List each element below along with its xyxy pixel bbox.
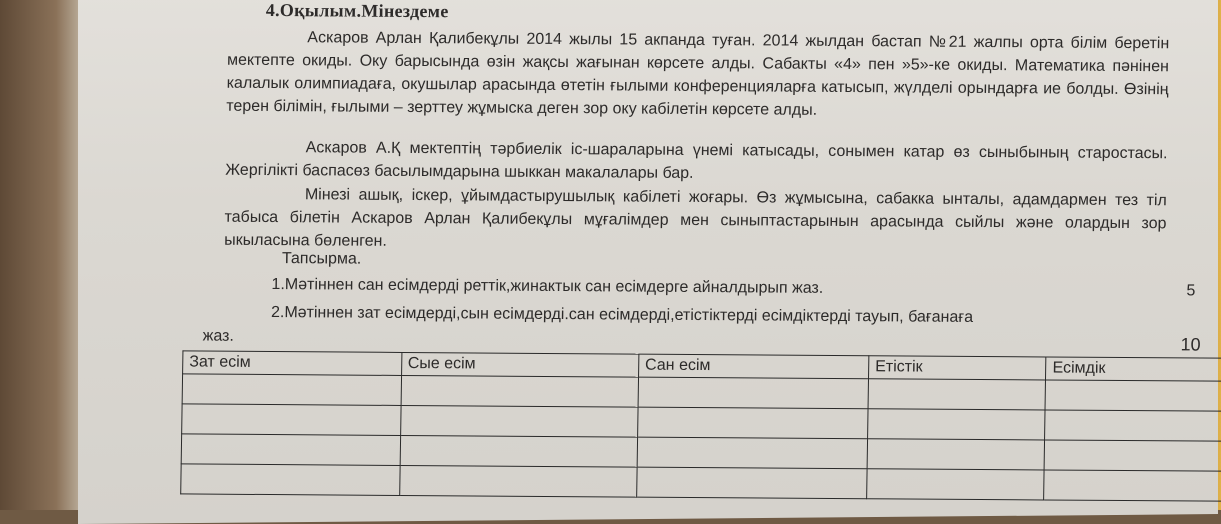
section-heading: 4.Оқылым.Мінездеме xyxy=(265,0,449,22)
table-cell xyxy=(1045,380,1221,411)
table-cell xyxy=(1044,470,1221,501)
task-item-1-text: 1.Мәтіннен сан есімдерді реттік,жинактык сан есімдерге айналдырып жаз. xyxy=(271,276,824,297)
column-header: Сан есім xyxy=(638,354,868,379)
table-cell xyxy=(1044,440,1221,471)
paragraph-3: Мінезі ашық, іскер, ұйымдастырушылық кабілеті жоғары. Өз жұмысына, сабакка ынталы, адамдармен тез тіл табыса білетін Аскаров Арлан Қалибекұлы мұғалімдер мен сыныптастарынын арасында сыйлы және олардын зор ыкыласына бөленген. xyxy=(224,186,1167,250)
table-cell xyxy=(182,404,401,436)
table-cell xyxy=(867,439,1045,470)
table-cell xyxy=(1045,410,1221,441)
table-cell xyxy=(400,435,638,467)
document xyxy=(189,0,1201,504)
column-header: Етістік xyxy=(868,356,1046,380)
table-cell xyxy=(401,375,639,407)
answer-table xyxy=(180,350,1221,501)
column-header: Есімдік xyxy=(1046,357,1221,381)
table-cell xyxy=(181,464,400,496)
paragraph-2: Аскаров А.Қ мектептің тәрбиелік іс-шараларына үнемі катысады, сонымен катар өз сыныбының старостасы. Жергілікті баспасөз басылымдарына шыккан макалалары бар. xyxy=(225,139,1168,182)
task-item-2 xyxy=(271,304,1165,328)
table-cell xyxy=(181,434,400,466)
desk-left xyxy=(0,0,80,510)
table-cell xyxy=(638,377,869,409)
task-item-1 xyxy=(271,276,1196,300)
paragraph-1: Аскаров Арлан Қалибекұлы 2014 жылы 15 акпанда туған. 2014 жылдан бастап №21 жалпы орта білім беретін мектепте окиды. Оку барысында өзін жақсы жағынан көрсете алды. Сабакты «4» пен »5»-ке окиды. Математика пәнінен калалык олимпиадаға, окушылар арасында өтетін ғылыми конференцияларға катысып, жүлделі орындарға ие болды. Өзінің терен білімін, ғылыми – зерттеу жұмыска деген зор оку кабілетін көрсете алды. xyxy=(226,29,1170,119)
table-cell xyxy=(400,405,638,437)
table-cell xyxy=(868,409,1046,440)
task-item-1-points: 5 xyxy=(1186,282,1196,300)
table-cell xyxy=(637,407,868,439)
paper-sheet xyxy=(78,0,1218,524)
task-item-2-continuation: жаз. xyxy=(202,327,235,345)
task-title: Тапсырма. xyxy=(281,250,362,268)
table-cell xyxy=(868,379,1046,410)
column-header: Сые есім xyxy=(401,352,639,377)
table-cell xyxy=(399,465,637,497)
table-cell xyxy=(182,374,401,406)
table-cell xyxy=(637,467,868,499)
table-row xyxy=(181,464,1221,501)
column-header: Зат есім xyxy=(183,351,402,376)
task-item-2-text: 2.Мәтіннен зат есімдерді,сын есімдерді.сан есімдерді,етістіктерді есімдіктерді тауып, бағанаға xyxy=(270,304,974,326)
table-cell xyxy=(637,437,868,469)
task-item-2-points: 10 xyxy=(1180,334,1201,355)
table-cell xyxy=(867,469,1045,500)
